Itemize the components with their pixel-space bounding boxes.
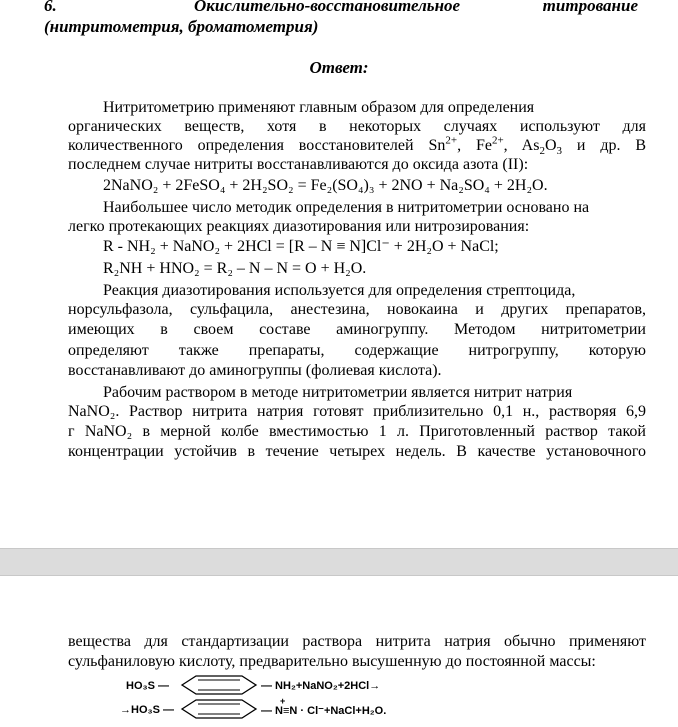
text-line: Реакция диазотирования используется для определения стрептоцида,: [103, 282, 576, 299]
text-line: Рабочим раствором в методе нитритометрии является нитрит натрия: [103, 384, 573, 401]
equation: R₂NH + HNO₂ = R₂ – N – N = O + H₂O.: [103, 260, 367, 277]
text-line: восстанавливают до аминогруппы (фолиевая кислота).: [68, 362, 442, 379]
page-separator: [0, 548, 678, 576]
text-line: норсульфазола, сульфацила, анестезина, новокаина и других препаратов,: [68, 301, 646, 318]
section-number: 6.: [44, 0, 57, 15]
scheme-r2-right: — N≡N · Cl⁻+NaCl+H₂O.: [261, 705, 387, 717]
text-line: определяют также препараты, содержащие нитрогруппу, которую: [68, 342, 646, 359]
text-line: г NaNO₂ в мерной колбе вместимостью 1 л. Приготовленный раствор такой: [68, 423, 646, 440]
answer-label: Ответ:: [309, 58, 369, 77]
text-line: имеющих в своем составе аминогруппу. Методом нитритометрии: [68, 321, 646, 338]
scheme-r1-right: — NH₂+NaNO₂+2HCl→: [261, 680, 381, 692]
text-line: сульфаниловую кислоту, предварительно высушенную до постоянной массы:: [68, 653, 596, 670]
benzene-ring-icon: [178, 699, 260, 719]
text-line: вещества для стандартизации раствора нитрита натрия обычно применяют: [68, 633, 646, 650]
equation: 2NaNO₂ + 2FeSO₄ + 2H₂SO₂ = Fe₂(SO₄)₃ + 2NO + Na₂SO₄ + 2H₂O.: [103, 177, 548, 194]
text-line: концентрации устойчив в течение четырех недель. В качестве установочного: [68, 443, 646, 460]
page-2: [0, 576, 678, 727]
text-line: последнем случае нитриты восстанавливаются до оксида азота (II):: [68, 156, 529, 173]
section-subtitle: (нитритометрия, броматометрия): [44, 17, 319, 36]
scheme-plus-charge: +: [280, 696, 286, 706]
text-line: количественного определения восстановителей $Sn^{2+}$, $Fe^{2+}$, $As_2O_3$ и др. В: [68, 134, 646, 158]
text-line: Наибольшее число методик определения в нитритометрии основано на: [103, 199, 590, 216]
text-line: NaNO₂. Раствор нитрита натрия готовят приблизительно 0,1 н., растворяя 6,9: [68, 403, 646, 420]
equation: R - NH₂ + NaNO₂ + 2HCl = [R – N ≡ N]Cl⁻ + 2H₂O + NaCl;: [103, 238, 499, 255]
text-line: органических веществ, хотя в некоторых случаях используют для: [68, 118, 646, 135]
section-title-part: титрование: [542, 0, 638, 15]
benzene-ring-icon: [178, 675, 260, 695]
scheme-r1-left: HO₃S —: [126, 680, 169, 692]
section-title-part: Окислительно-восстановительное: [194, 0, 461, 15]
scheme-r2-left: →HO₃S —: [120, 704, 174, 716]
text-line: Нитритометрию применяют главным образом для определения: [103, 99, 535, 116]
text-line: легко протекающих реакциях диазотирования или нитрозирования:: [68, 218, 530, 235]
